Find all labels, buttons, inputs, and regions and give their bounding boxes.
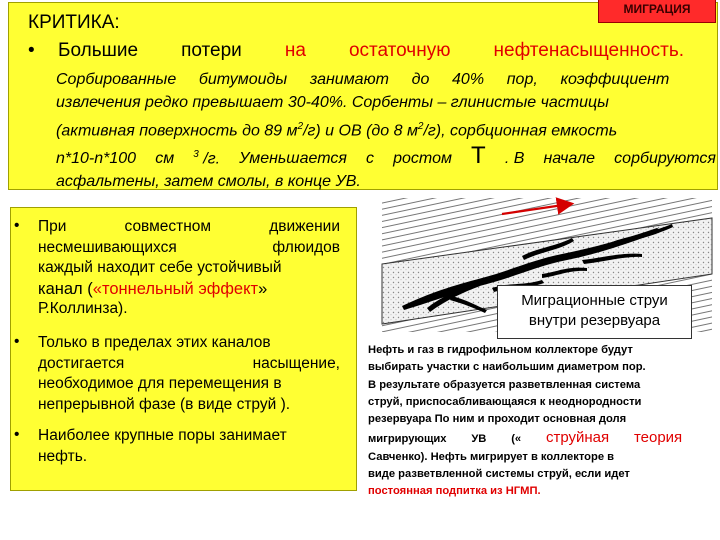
savchenko-paragraph: Нефть и газ в гидрофильном коллекторе будут выбирать участки с наибольшим диаметром пор. В результате образуется разветвленная система струй, приспосабливающаяся к неоднородности резервуара По ним и проходит основная доля мигрирующих УВ (« струйная теория Савченко). Нефть мигрирует в коллекторе в виде разветвленной системы струй, если идет постоянная подпитка из НГМП. xyxy=(368,342,713,501)
bullet-dot: • xyxy=(14,426,20,443)
critique-title: КРИТИКА: xyxy=(28,12,120,33)
lead-word-red: на xyxy=(284,40,306,61)
bullet-saturation: Только в пределах этих каналов достигается насыщение, необходимое для перемещения в непрерывной фазе (в виде струй ). xyxy=(38,334,340,413)
paragraph-line: асфальтены, затем смолы, в конце УВ. xyxy=(56,173,361,191)
jet-theory-term: струйная xyxy=(545,429,610,447)
lead-word-red: остаточную xyxy=(348,40,451,61)
figure-caption: Миграционные струи внутри резервуара xyxy=(497,285,692,339)
bullet-dot: • xyxy=(28,40,35,61)
paragraph-line: n*10-n*100 см $^3$ /г. Уменьшается с ростом T . В начале сорбируются xyxy=(56,141,716,169)
paragraph-line: Сорбированные битумоиды занимают до 40% пор, коэффициент xyxy=(56,71,670,88)
sorption-paragraph xyxy=(56,68,716,194)
paragraph-line: (активная поверхность до 89 $м^2/г$) и ОВ (до 8 $м^2/г$), сорбционная емкость xyxy=(56,120,618,140)
bullet-large-pores: Наиболее крупные поры занимает нефть. xyxy=(38,427,287,465)
section-badge xyxy=(598,0,716,23)
section-badge-label: МИГРАЦИЯ xyxy=(623,2,691,16)
lead-word: Большие xyxy=(58,40,139,61)
temperature-symbol: T xyxy=(471,141,486,169)
lead-bullet xyxy=(28,40,718,62)
continuous-feed-note: постоянная подпитка из НГМП. xyxy=(368,485,541,498)
bullet-dot: • xyxy=(14,333,20,350)
jet-theory-term: теория xyxy=(633,429,683,447)
bullet-tunnel-effect: При совместном движении несмешивающихся флюидов каждый находит себе устойчивый канал ( «тоннельный эффект » Р.Коллинза). xyxy=(38,218,340,317)
lead-word-red: нефтенасыщенность. xyxy=(493,40,684,61)
lead-word: потери xyxy=(181,40,242,61)
tunnel-effect-term: «тоннельный эффект xyxy=(92,279,259,298)
bullet-dot: • xyxy=(14,217,20,234)
paragraph-line: извлечения редко превышает 30-40%. Сорбенты – глинистые частицы xyxy=(56,94,609,112)
